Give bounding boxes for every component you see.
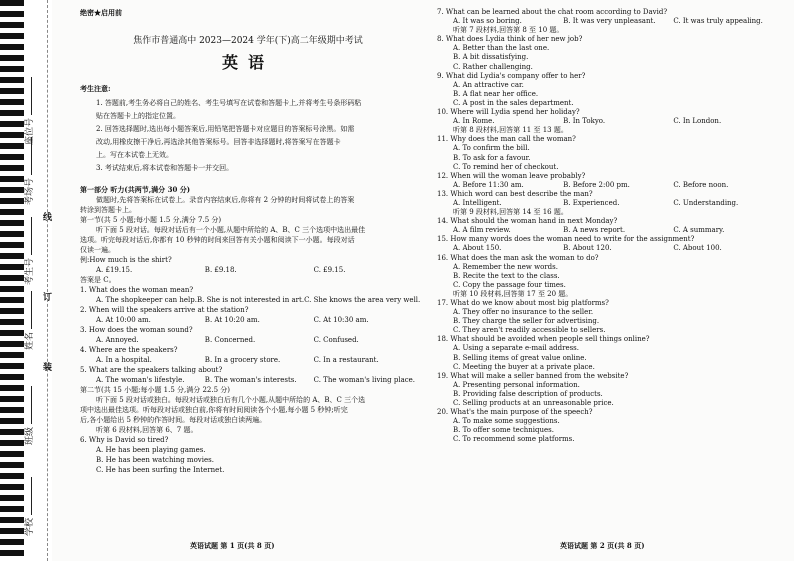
option: B. £9.18. xyxy=(204,266,237,274)
class-field: 班级 xyxy=(22,386,35,445)
cut-mark-line: 线 xyxy=(43,213,53,223)
option: B. A bit dissatisfying. xyxy=(453,53,529,62)
section1-intro: 仅读一遍。 xyxy=(80,246,115,254)
notes xyxy=(80,97,416,175)
option: B. Concerned. xyxy=(204,336,256,344)
secret-mark: 绝密★启用前 xyxy=(80,8,122,17)
section2-intro: 听下面 5 段对话或独白。每段对话或独白后有几个小题,从题中所给的 A、B、C 三个选 xyxy=(96,396,366,404)
example-question-text: How much is the shirt? xyxy=(89,256,172,264)
seat-number-field: 座位号 xyxy=(22,77,35,145)
option: A. To confirm the bill. xyxy=(453,144,530,153)
option: C. A post in the sales department. xyxy=(453,98,574,107)
option: C. It was truly appealing. xyxy=(673,17,763,26)
question-text: 6. Why is David so tired? xyxy=(80,436,169,444)
question-text: 7. What can be learned about the chat room according to David? xyxy=(437,8,668,16)
options-row xyxy=(80,355,416,365)
material-note: 听第 6 段材料,回答第 6、7 题。 xyxy=(96,426,198,434)
note-line: 1. 答题前,考生务必将自己的姓名、考生号填写在试卷和答题卡上,并将考生号条形码粘 xyxy=(96,99,362,107)
cut-mark-staple: 订 xyxy=(43,293,53,303)
question-block xyxy=(437,35,777,71)
question-text: 9. What did Lydia's company offer to her? xyxy=(437,71,586,80)
option: A. Intelligent. xyxy=(453,198,502,207)
option: C. They aren't readily accessible to sellers. xyxy=(453,326,606,335)
option: B. Recite the text to the class. xyxy=(453,271,560,280)
question-text: 19. What will make a seller banned from the website? xyxy=(437,371,629,380)
options-row xyxy=(80,335,416,345)
option: B. Providing false description of products. xyxy=(453,389,603,398)
option: A. The shopkeeper can help. xyxy=(96,296,197,304)
example-options xyxy=(80,265,416,275)
option: B. Before 2:00 pm. xyxy=(563,180,630,189)
note-line: 改动,用橡皮擦干净后,再选涂其他答案标号。回答非选择题时,将答案写在答题卡 xyxy=(96,138,341,146)
question-text: 18. What should be avoided when people sell things online? xyxy=(437,335,650,344)
note-line: 上。写在本试卷上无效。 xyxy=(96,151,173,159)
question-block xyxy=(80,365,416,385)
option: A. Before 11:30 am. xyxy=(453,180,524,189)
option: B. At 10:20 am. xyxy=(204,316,260,324)
option: A. Using a separate e-mail address. xyxy=(453,344,579,353)
option: C. To remind her of checkout. xyxy=(453,162,559,171)
option: A. To make some suggestions. xyxy=(453,417,560,426)
option: C. Meeting the buyer at a private place. xyxy=(453,362,595,371)
options-row xyxy=(437,226,777,235)
option: A. £19.15. xyxy=(96,266,133,274)
page2-column xyxy=(437,8,777,445)
question-text: 1. What does the woman mean? xyxy=(80,286,194,294)
question-block xyxy=(80,325,416,345)
option: B. They charge the seller for advertising. xyxy=(453,317,600,326)
question-text: 8. What does Lydia think of her new job? xyxy=(437,35,583,44)
option: B. A flat near her office. xyxy=(453,89,539,98)
option: C. He has been surfing the Internet. xyxy=(96,466,225,474)
note-line: 2. 回答选择题时,选出每小题答案后,用铅笔把答题卡对应题目的答案标号涂黑。如需 xyxy=(96,125,355,133)
section1-intro: 听下面 5 段对话。每段对话后有一个小题,从题中所给的 A、B、C 三个选项中选出最佳 xyxy=(96,226,366,234)
option: B. Experienced. xyxy=(563,198,620,207)
option: A. Presenting personal information. xyxy=(453,380,580,389)
option: A. Annoyed. xyxy=(96,336,139,344)
binding-strip xyxy=(0,0,52,561)
question-block xyxy=(80,305,416,325)
question-block xyxy=(437,135,777,171)
question-block xyxy=(437,254,777,290)
question-text: 14. What should the woman hand in next Monday? xyxy=(437,217,618,226)
material-note: 听第 7 段材料,回答第 8 至 10 题。 xyxy=(453,26,564,35)
section1-questions xyxy=(80,285,421,385)
option: C. A summary. xyxy=(673,226,725,235)
option: A. Remember the new words. xyxy=(453,262,558,271)
option: B. A news report. xyxy=(563,226,626,235)
note-line: 贴在答题卡上的指定位置。 xyxy=(96,112,180,120)
option: C. About 100. xyxy=(673,244,722,253)
option: B. To ask for a favour. xyxy=(453,153,531,162)
option: B. In a grocery store. xyxy=(204,356,281,364)
option: B. Selling items of great value online. xyxy=(453,353,587,362)
question-block xyxy=(437,8,777,26)
option: C. In a restaurant. xyxy=(313,356,379,364)
question-block xyxy=(437,408,777,444)
options-row xyxy=(437,117,777,126)
option: A. At 10:00 am. xyxy=(96,316,151,324)
option: C. The woman's living place. xyxy=(313,376,416,384)
question-block xyxy=(437,335,777,371)
question-text: 4. Where are the speakers? xyxy=(80,346,178,354)
question-block xyxy=(437,235,777,253)
question-text: 5. What are the speakers talking about? xyxy=(80,366,223,374)
school-field: 学校 xyxy=(22,477,35,536)
option: C. She knows the area very well. xyxy=(304,296,421,304)
question-text: 17. What do we know about most big platforms? xyxy=(437,299,609,307)
options-row xyxy=(437,244,777,253)
options-row xyxy=(80,295,421,305)
example-question xyxy=(80,255,416,265)
section1-heading: 第一节(共 5 小题;每小题 1.5 分,满分 7.5 分) xyxy=(80,216,222,224)
option: C. Selling products at an unreasonable price. xyxy=(453,399,614,408)
material-note: 听第 9 段材料,回答第 14 至 16 题。 xyxy=(453,208,568,217)
cut-mark-bind: 装 xyxy=(43,363,53,373)
candidate-number-field: 考生号 xyxy=(22,217,35,285)
option: C. Understanding. xyxy=(673,198,739,207)
material-note: 听第 10 段材料,回答第 17 至 20 题。 xyxy=(453,289,573,298)
option: A. In a hospital. xyxy=(96,356,152,364)
question-text: 15. How many words does the woman need to write for the assignment? xyxy=(437,235,695,244)
exam-room-field: 考场号 xyxy=(22,137,35,205)
option: B. The woman's interests. xyxy=(204,376,297,384)
option: C. Confused. xyxy=(313,336,359,344)
question-text: 20. What's the main purpose of the speech? xyxy=(437,408,593,417)
option: B. About 120. xyxy=(563,244,612,253)
option: A. An attractive car. xyxy=(453,80,524,89)
question-text: 12. When will the woman leave probably? xyxy=(437,171,586,180)
options-row xyxy=(80,375,416,385)
option: B. It was very unpleasant. xyxy=(563,17,656,26)
example-label: 例: xyxy=(80,256,90,264)
question-block xyxy=(437,217,777,235)
question-block xyxy=(437,108,777,126)
option: A. He has been playing games. xyxy=(96,446,206,454)
question-block xyxy=(437,172,777,190)
option: C. Before noon. xyxy=(673,180,729,189)
option: B. He has been watching movies. xyxy=(96,456,214,464)
question-block xyxy=(437,190,777,208)
question-text: 3. How does the woman sound? xyxy=(80,326,193,334)
option: C. In London. xyxy=(673,117,722,126)
option: A. About 150. xyxy=(453,244,502,253)
option: C. Rather challenging. xyxy=(453,62,533,71)
option: C. Copy the passage four times. xyxy=(453,280,566,289)
part1-intro: 做题时,先将答案标在试卷上。录音内容结束后,你将有 2 分钟的时间将试卷上的答案 xyxy=(96,196,355,204)
option: C. To recommend some platforms. xyxy=(453,435,575,444)
question-block xyxy=(437,372,777,408)
example-answer: 答案是 C。 xyxy=(80,276,116,284)
option: B. In Tokyo. xyxy=(563,117,606,126)
barcode-stripe xyxy=(0,0,24,561)
section2-intro: 后,各小题给出 5 秒钟的作答时间。每段对话或独白读两遍。 xyxy=(80,416,267,424)
question-block xyxy=(437,72,777,108)
option: B. She is not interested in art. xyxy=(197,296,305,304)
option: A. The woman's lifestyle. xyxy=(96,376,185,384)
option: C. £9.15. xyxy=(313,266,346,274)
name-field: 姓名 xyxy=(22,291,35,350)
section2-heading: 第二节(共 15 小题;每小题 1.5 分,满分 22.5 分) xyxy=(80,386,231,394)
material-note: 听第 8 段材料,回答第 11 至 13 题。 xyxy=(453,126,568,135)
question-block xyxy=(80,285,421,305)
question-text: 10. Where will Lydia spend her holiday? xyxy=(437,108,580,117)
question-block xyxy=(437,299,777,335)
part1-intro: 转涂到答题卡上。 xyxy=(80,206,136,214)
question-text: 11. Why does the man call the woman? xyxy=(437,135,576,144)
option: C. At 10:30 am. xyxy=(313,316,369,324)
section2-intro: 项中选出最佳选项。听每段对话或独白前,你将有时间阅读各个小题,每小题 5 秒钟;听完 xyxy=(80,406,348,414)
cut-line xyxy=(47,0,48,561)
option: B. To offer some techniques. xyxy=(453,426,554,435)
options-row xyxy=(80,315,416,325)
question-text: 16. What does the man ask the woman to do? xyxy=(437,253,599,262)
question-text: 2. When will the speakers arrive at the station? xyxy=(80,306,249,314)
section1-intro: 选项。听完每段对话后,你都有 10 秒钟的时间来回答有关小题和阅读下一小题。每段对话 xyxy=(80,236,355,244)
exam-title: 焦作市普通高中 2023—2024 学年(下)高二年级期中考试 xyxy=(133,36,363,46)
options-row xyxy=(437,199,777,208)
part1-heading: 第一部分 听力(共两节,满分 30 分) xyxy=(80,185,191,194)
options-row xyxy=(437,181,777,190)
option: A. They offer no insurance to the seller. xyxy=(453,308,594,317)
option: A. A film review. xyxy=(453,226,511,235)
notes-heading: 考生注意: xyxy=(80,84,111,93)
subject-title: 英语 xyxy=(221,53,274,72)
page2-footer: 英语试题 第 2 页(共 8 页) xyxy=(560,541,645,550)
note-line: 3. 考试结束后,将本试卷和答题卡一并交回。 xyxy=(96,164,234,172)
page1-column xyxy=(80,8,421,475)
options-row xyxy=(437,17,777,26)
question-block xyxy=(80,345,416,365)
option: A. In Rome. xyxy=(453,117,495,126)
page1-footer: 英语试题 第 1 页(共 8 页) xyxy=(190,541,275,550)
question-text: 13. Which word can best describe the man? xyxy=(437,189,593,198)
option: A. Better than the last one. xyxy=(453,44,550,53)
option: A. It was so boring. xyxy=(453,17,522,26)
